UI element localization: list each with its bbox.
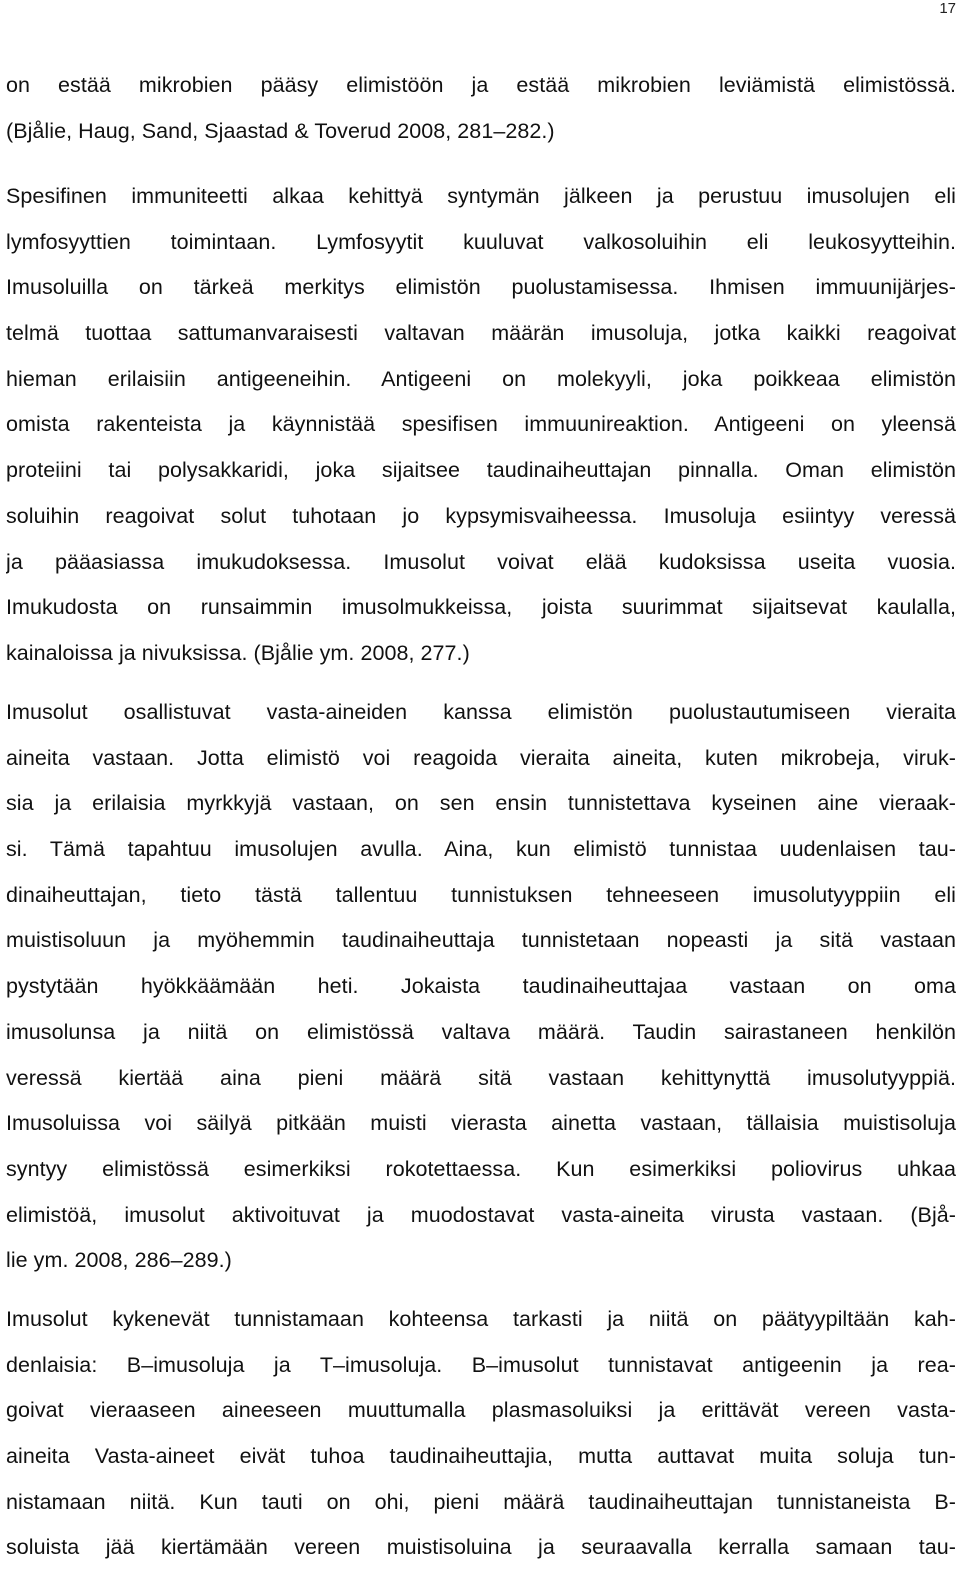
paragraph [6, 63, 956, 154]
text-line: imusolunsa ja niitä on elimistössä valtava määrä. Taudin sairastaneen henkilön [6, 1019, 956, 1044]
text-line: lie ym. 2008, 286–289.) [6, 1248, 232, 1273]
page-number: 17 [939, 0, 956, 17]
text-line: dinaiheuttajan, tieto tästä tallentuu tunnistuksen tehneeseen imusolutyyppiin eli [6, 882, 956, 907]
text-line: soluihin reagoivat solut tuhotaan jo kypsymisvaiheessa. Imusoluja esiintyy veressä [6, 503, 956, 528]
text-line: pystytään hyökkäämään heti. Jokaista taudinaiheuttajaa vastaan on oma [6, 974, 956, 999]
text-line: Spesifinen immuniteetti alkaa kehittyä syntymän jälkeen ja perustuu imusolujen eli [6, 184, 956, 208]
text-line: on estää mikrobien pääsy elimistöön ja estää mikrobien leviämistä elimistössä. [6, 73, 956, 97]
text-line: goivat vieraaseen aineeseen muuttumalla plasmasoluiksi ja erittävät vereen vasta- [6, 1398, 956, 1423]
text-line: Imusoluilla on tärkeä merkitys elimistön puolustamisessa. Ihmisen immuunijärjes- [6, 275, 956, 300]
text-line: ja pääasiassa imukudoksessa. Imusolut voivat elää kudoksissa useita vuosia. [6, 549, 956, 574]
text-line: sia ja erilaisia myrkkyjä vastaan, on sen ensin tunnistettava kyseinen aine vieraak- [6, 791, 956, 816]
text-line: Imukudosta on runsaimmin imusolmukkeissa, joista suurimmat sijaitsevat kaulalla, [6, 595, 956, 620]
text-line: soluista jää kiertämään vereen muistisoluina ja seuraavalla kerralla samaan tau- [6, 1535, 956, 1560]
text-line: (Bjålie, Haug, Sand, Sjaastad & Toverud 2008, 281–282.) [6, 118, 555, 143]
text-line: syntyy elimistössä esimerkiksi rokotettaessa. Kun esimerkiksi poliovirus uhkaa [6, 1156, 956, 1181]
text-line: kainaloissa ja nivuksissa. (Bjålie ym. 2008, 277.) [6, 640, 470, 665]
text-line: proteiini tai polysakkaridi, joka sijaitsee taudinaiheuttajan pinnalla. Oman elimistön [6, 458, 956, 483]
text-line: aineita Vasta-aineet eivät tuhoa taudinaiheuttajia, mutta auttavat muita soluja tun- [6, 1444, 956, 1469]
text-line: Imusolut kykenevät tunnistamaan kohteensa tarkasti ja niitä on päätyypiltään kah- [6, 1307, 956, 1331]
text-line: veressä kiertää aina pieni määrä sitä vastaan kehittynyttä imusolutyyppiä. [6, 1065, 956, 1090]
text-line: hieman erilaisiin antigeeneihin. Antigeeni on molekyyli, joka poikkeaa elimistön [6, 366, 956, 391]
text-line: Imusoluissa voi säilyä pitkään muisti vierasta ainetta vastaan, tällaisia muistisoluja [6, 1111, 956, 1136]
text-line: denlaisia: B–imusoluja ja T–imusoluja. B–imusolut tunnistavat antigeenin ja rea- [6, 1352, 956, 1377]
paragraph [6, 174, 956, 677]
text-line: elimistöä, imusolut aktivoituvat ja muodostavat vasta-aineita virusta vastaan. (Bjå- [6, 1202, 956, 1227]
text-line: muistisoluun ja myöhemmin taudinaiheuttaja tunnistetaan nopeasti ja sitä vastaan [6, 928, 956, 953]
text-line: aineita vastaan. Jotta elimistö voi reagoida vieraita aineita, kuten mikrobeja, viruk- [6, 745, 956, 770]
text-line: si. Tämä tapahtuu imusolujen avulla. Aina, kun elimistö tunnistaa uudenlaisen tau- [6, 837, 956, 862]
text-line: Imusolut osallistuvat vasta-aineiden kanssa elimistön puolustautumiseen vieraita [6, 700, 956, 724]
paragraph [6, 690, 956, 1284]
text-line: nistamaan niitä. Kun tauti on ohi, pieni määrä taudinaiheuttajan tunnistaneista B- [6, 1489, 956, 1514]
paragraph [6, 1297, 956, 1571]
text-line: omista rakenteista ja käynnistää spesifisen immuunireaktion. Antigeeni on yleensä [6, 412, 956, 437]
text-line: lymfosyyttien toimintaan. Lymfosyytit kuuluvat valkosoluihin eli leukosyytteihin. [6, 229, 956, 254]
text-line: telmä tuottaa sattumanvaraisesti valtavan määrän imusoluja, jotka kaikki reagoivat [6, 321, 956, 346]
